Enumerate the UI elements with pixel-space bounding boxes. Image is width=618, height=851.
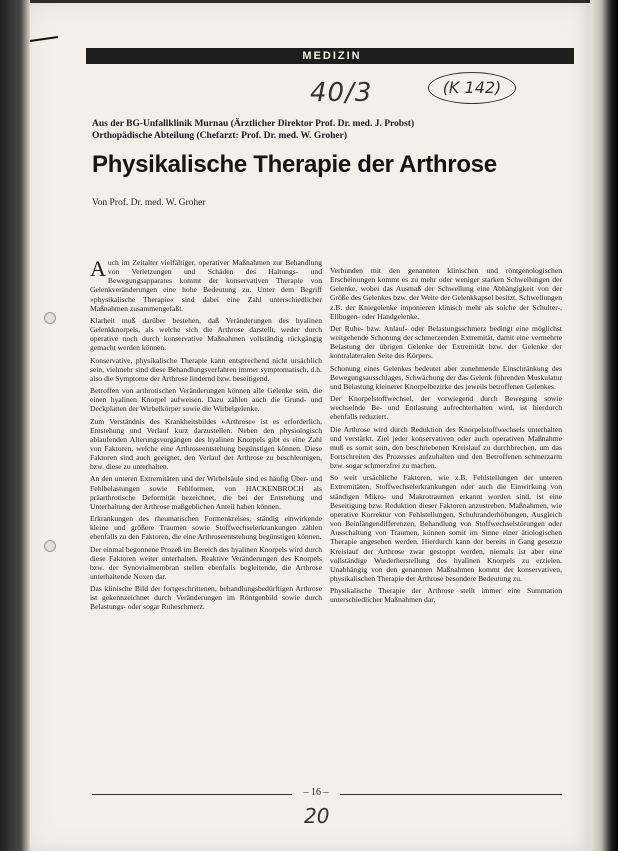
page-number: – 16 – — [303, 787, 329, 798]
scan-shadow-right — [590, 0, 618, 851]
paragraph: An den unteren Extremitäten und der Wirbelsäule sind es häufig Über- und Fehlbelastungen sowie Fehlformen, von HACKENBROCH als präarthrotische Deformität bezeichnet, die bei der Entstehung und Unterhaltung der Arthrose maßgeblichen Anteil haben können. — [90, 474, 322, 511]
paragraph: Die Arthrose wird durch Reduktion des Knorpelstoffwechsels unterhalten und verstärkt. Ziel jeder konservativen oder auch operativen Maßnahme muß es somit sein, den beschriebenen Kreislauf zu durchbrechen, um das Fortschreiten des Prozesses aufzuhalten und den Betroffenen schmerzarm bzw. sogar schmerzfrei zu machen. — [330, 424, 562, 471]
institute-line: Orthopädische Abteilung (Chefarzt: Prof. Dr. med. W. Groher) — [92, 131, 347, 141]
article-author: Von Prof. Dr. med. W. Groher — [92, 198, 206, 208]
paragraph-text: uch im Zeitalter vielfältiger, operativer Maßnahmen zur Behandlung von Verletzungen und Schäden des Haltungs- und Bewegungsapparates kommt der konservativen Therapie von Gelenkveränderungen eine hohe Bedeutung zu. Unter dem Begriff »physikalische Therapie« sind dabei eine Zahl unterschiedlicher Maßnahmen zusammengefaßt. — [90, 258, 322, 313]
paragraph: Der Knorpelstoffwechsel, der vorwiegend durch Bewegung sowie wechselnde Be- und Entlastung aufrechterhalten wird, ist hierdurch ebenfalls reduziert. — [330, 394, 562, 422]
handwritten-number: 40/3 — [310, 78, 373, 108]
handwritten-page-number: 20 — [304, 804, 330, 828]
paragraph: Schonung eines Gelenkes bedeutet aber zunehmende Einschränkung des Bewegungsausschlages, Schwächung der das Gelenk führenden Muskulatur und Belastung kleinerer Knorpelbezirke des jeweils betroffenen Gelenkes. — [330, 363, 562, 391]
footer-rule — [340, 794, 562, 795]
paragraph — [90, 258, 322, 313]
binder-hole — [44, 540, 56, 552]
drop-cap: A — [90, 256, 106, 281]
paragraph: Betroffen von arthrotischen Veränderungen können alle Gelenke sein, die einen hyalinen Knorpel aufweisen. Dazu zählen auch die Grund- und Deckplatten der Wirbelkörper sowie die Wirbelgelenke. — [90, 386, 322, 414]
paragraph: Zum Verständnis des Krankheitsbildes »Arthrose« ist es erforderlich, Entstehung und Verlauf kurz darzustellen. Neben den physiologisch ablaufenden Alterungsvorgängen des hyalinen Knorpels gibt es eine Zahl von Faktoren, welche eine Arthroseentstehung begünstigen können. Diese Faktoren sind auch geeignet, den Verlauf der Arthrose zu beschleunigen, bzw. diese zu unterhalten. — [90, 416, 322, 472]
paragraph: Der einmal begonnene Prozeß im Bereich des hyalinen Knorpels wird durch diese Faktoren weiter unterhalten. Reaktive Veränderungen des Knorpels bzw. der Synovialmembran stellen ebenfalls begleitende, die Arthrose unterhaltende Noxen dar. — [90, 544, 322, 581]
binder-hole — [44, 312, 56, 324]
paragraph: Verbunden mit den genannten klinischen und röntgenologischen Erscheinungen kommt es zu mehr oder weniger starken Schwellungen der Gelenke, wobei das Ausmaß der Schwellung eine Abhängigkeit von der Größe des Gelenkes bzw. der Weite der Gelenkkapsel besitzt. Schwellungen z.B. der Kniegelenke imponieren klinisch mehr als solche der Schulter-, Ellbogen- oder Handgelenke. — [330, 266, 562, 321]
section-banner-label: MEDIZIN — [302, 50, 362, 62]
paragraph: Konservative, physikalische Therapie kann entsprechend nicht ursächlich sein, vielmehr sind diese Behandlungsverfahren immer symptomatisch, d.h. also die Symptome der Arthrose lindernd bzw. beseitigend. — [90, 355, 322, 383]
article-column-left — [90, 258, 322, 615]
article-column-right — [330, 266, 562, 607]
institute-affiliation — [92, 118, 562, 142]
institute-line: Aus der BG-Unfallklinik Murnau (Ärztlicher Direktor Prof. Dr. med. J. Probst) — [92, 119, 415, 129]
scan-shadow-left — [0, 0, 30, 851]
paragraph: Der Ruhe- bzw. Anlauf- oder Belastungsschmerz bedingt eine möglichst weitgehende Schonung der schmerzenden Extremität, damit eine vermehrte Belastung der übrigen Gelenke der Extremität bzw. der Gelenke der kontralateralen Seite des Körpers. — [330, 323, 562, 361]
paragraph: Klarheit muß darüber bestehen, daß Veränderungen des hyalinen Gelenkknorpels, als welche sich die Arthrose darstellt, weder durch operative noch durch konservative Maßnahmen vollständig rückgängig gemacht werden können. — [90, 315, 322, 353]
handwritten-id-circle: (K 142) — [428, 72, 516, 104]
paragraph: Erkrankungen des rheumatischen Formenkreises, ständig einwirkende kleine und größere Traumen sowie Stoffwechselerkrankungen zählen ebenfalls zu den Faktoren, die eine Arthroseentstehung begünstigen können. — [90, 514, 322, 542]
footer-rule — [92, 794, 292, 795]
paragraph: Das klinische Bild der fortgeschrittenen, behandlungsbedürftigen Arthrose ist gekennzeichnet durch Veränderungen im Röntgenbild sowie durch Belastungs- oder sogar Ruheschmerz. — [90, 584, 322, 612]
paragraph: Physikalische Therapie der Arthrose stellt immer eine Summation unterschiedlicher Maßnahmen dar, — [330, 586, 562, 605]
article-title: Physikalische Therapie der Arthrose — [92, 151, 497, 178]
paragraph: So weit ursächliche Faktoren, wie z.B. Fehlstellungen der unteren Extremitäten, Stoffwechselerkrankungen oder auch die Einwirkung von ständigen Mikro- und Makrotraumen erkannt worden sind, ist eine Beseitigung bzw. Reduktion dieser Faktoren anzustreben. Maßnahmen, wie operative Korrektur von Fehlstellungen, Schuhranderhöhungen, Ausgleich von Beinlängendifferenzen, Behandlung von Stoffwechselstörungen oder Ausschaltung von Traumen, können somit im Sinne einer ätiologischen Therapie angesehen werden. Hierdurch kann der bereits in Gang gesetzte Kreislauf der Arthrose zwar gestoppt werden, niemals ist aber eine vollständige Wiederherstellung des hyalinen Knorpels zu erzielen. Unabhängig von den genannten Maßnahmen kommt der konservativen, physikalischen Therapie der Arthrose besondere Bedeutung zu. — [330, 473, 562, 583]
